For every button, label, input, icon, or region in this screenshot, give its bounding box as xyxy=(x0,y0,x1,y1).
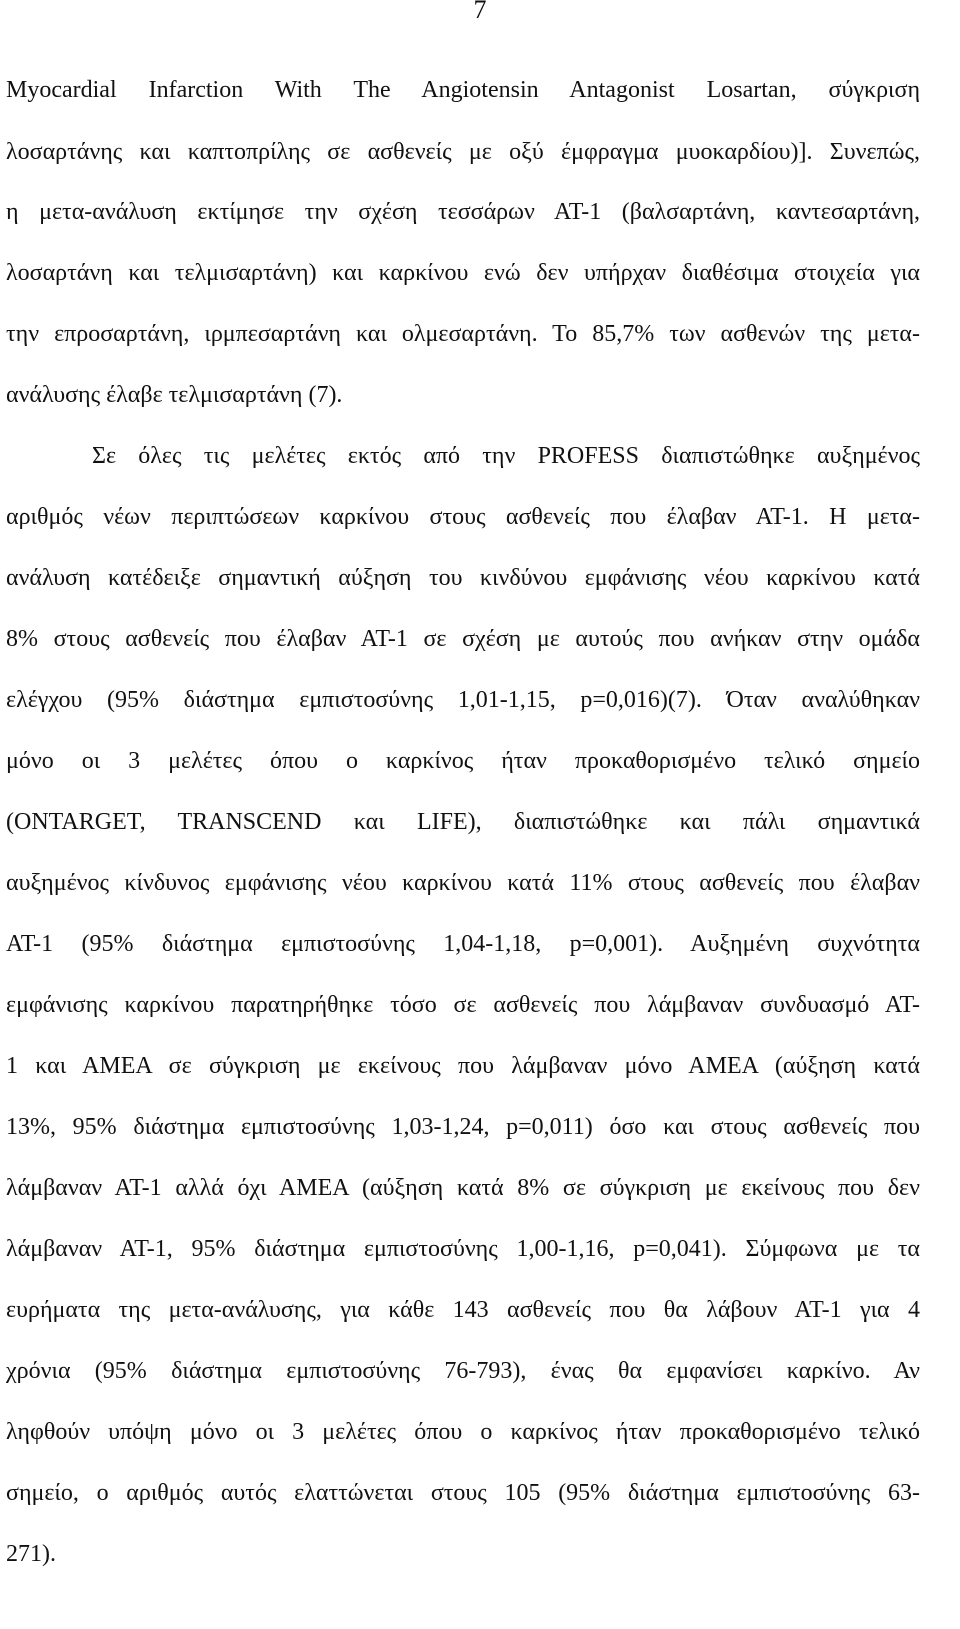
text-line: ληφθούν υπόψη μόνο οι 3 μελέτες όπου ο καρκίνος ήταν προκαθορισμένο τελικό xyxy=(6,1419,920,1445)
text-line: μόνο οι 3 μελέτες όπου ο καρκίνος ήταν προκαθορισμένο τελικό σημείο xyxy=(6,748,920,774)
text-line: 13%, 95% διάστημα εμπιστοσύνης 1,03-1,24, p=0,011) όσο και στους ασθενείς που xyxy=(6,1114,920,1140)
text-line: 8% στους ασθενείς που έλαβαν ΑΤ-1 σε σχέση με αυτούς που ανήκαν στην ομάδα xyxy=(6,626,920,652)
text-line: 271). xyxy=(6,1541,56,1567)
text-line: ΑΤ-1 (95% διάστημα εμπιστοσύνης 1,04-1,18, p=0,001). Αυξημένη συχνότητα xyxy=(6,931,920,957)
text-line: εμφάνισης καρκίνου παρατηρήθηκε τόσο σε ασθενείς που λάμβαναν συνδυασμό ΑΤ- xyxy=(6,992,920,1018)
text-line: λάμβαναν ΑΤ-1, 95% διάστημα εμπιστοσύνης 1,00-1,16, p=0,041). Σύμφωνα με τα xyxy=(6,1236,920,1262)
text-line: ελέγχου (95% διάστημα εμπιστοσύνης 1,01-1,15, p=0,016)(7). Όταν αναλύθηκαν xyxy=(6,687,920,713)
text-line: 1 και ΑΜΕΑ σε σύγκριση με εκείνους που λάμβαναν μόνο ΑΜΕΑ (αύξηση κατά xyxy=(6,1053,920,1079)
text-line: λοσαρτάνη και τελμισαρτάνη) και καρκίνου ενώ δεν υπήρχαν διαθέσιμα στοιχεία για xyxy=(6,260,920,286)
text-line: ανάλυσης έλαβε τελμισαρτάνη (7). xyxy=(6,382,343,408)
text-line: την επροσαρτάνη, ιρμπεσαρτάνη και ολμεσαρτάνη. Το 85,7% των ασθενών της μετα- xyxy=(6,321,920,347)
text-line: αυξημένος κίνδυνος εμφάνισης νέου καρκίνου κατά 11% στους ασθενείς που έλαβαν xyxy=(6,870,920,896)
text-line: χρόνια (95% διάστημα εμπιστοσύνης 76-793), ένας θα εμφανίσει καρκίνο. Αν xyxy=(6,1358,920,1384)
text-line: (ONTARGET, TRANSCEND και LIFE), διαπιστώθηκε και πάλι σημαντικά xyxy=(6,809,920,835)
text-line: ανάλυση κατέδειξε σημαντική αύξηση του κινδύνου εμφάνισης νέου καρκίνου κατά xyxy=(6,565,920,591)
text-line: η μετα-ανάλυση εκτίμησε την σχέση τεσσάρων ΑΤ-1 (βαλσαρτάνη, καντεσαρτάνη, xyxy=(6,199,920,225)
text-line: σημείο, ο αριθμός αυτός ελαττώνεται στους 105 (95% διάστημα εμπιστοσύνης 63- xyxy=(6,1480,920,1506)
text-line: λοσαρτάνης και καπτοπρίλης σε ασθενείς με οξύ έμφραγμα μυοκαρδίου)]. Συνεπώς, xyxy=(6,139,920,165)
text-line: Myocardial Infarction With The Angiotensin Antagonist Losartan, σύγκριση xyxy=(6,77,920,103)
text-line: αριθμός νέων περιπτώσεων καρκίνου στους ασθενείς που έλαβαν ΑΤ-1. Η μετα- xyxy=(6,504,920,530)
page-number: 7 xyxy=(473,0,487,24)
text-line: ευρήματα της μετα-ανάλυσης, για κάθε 143 ασθενείς που θα λάβουν ΑΤ-1 για 4 xyxy=(6,1297,920,1323)
text-line: Σε όλες τις μελέτες εκτός από την PROFESS διαπιστώθηκε αυξημένος xyxy=(92,443,920,469)
text-line: λάμβαναν ΑΤ-1 αλλά όχι ΑΜΕΑ (αύξηση κατά 8% σε σύγκριση με εκείνους που δεν xyxy=(6,1175,920,1201)
